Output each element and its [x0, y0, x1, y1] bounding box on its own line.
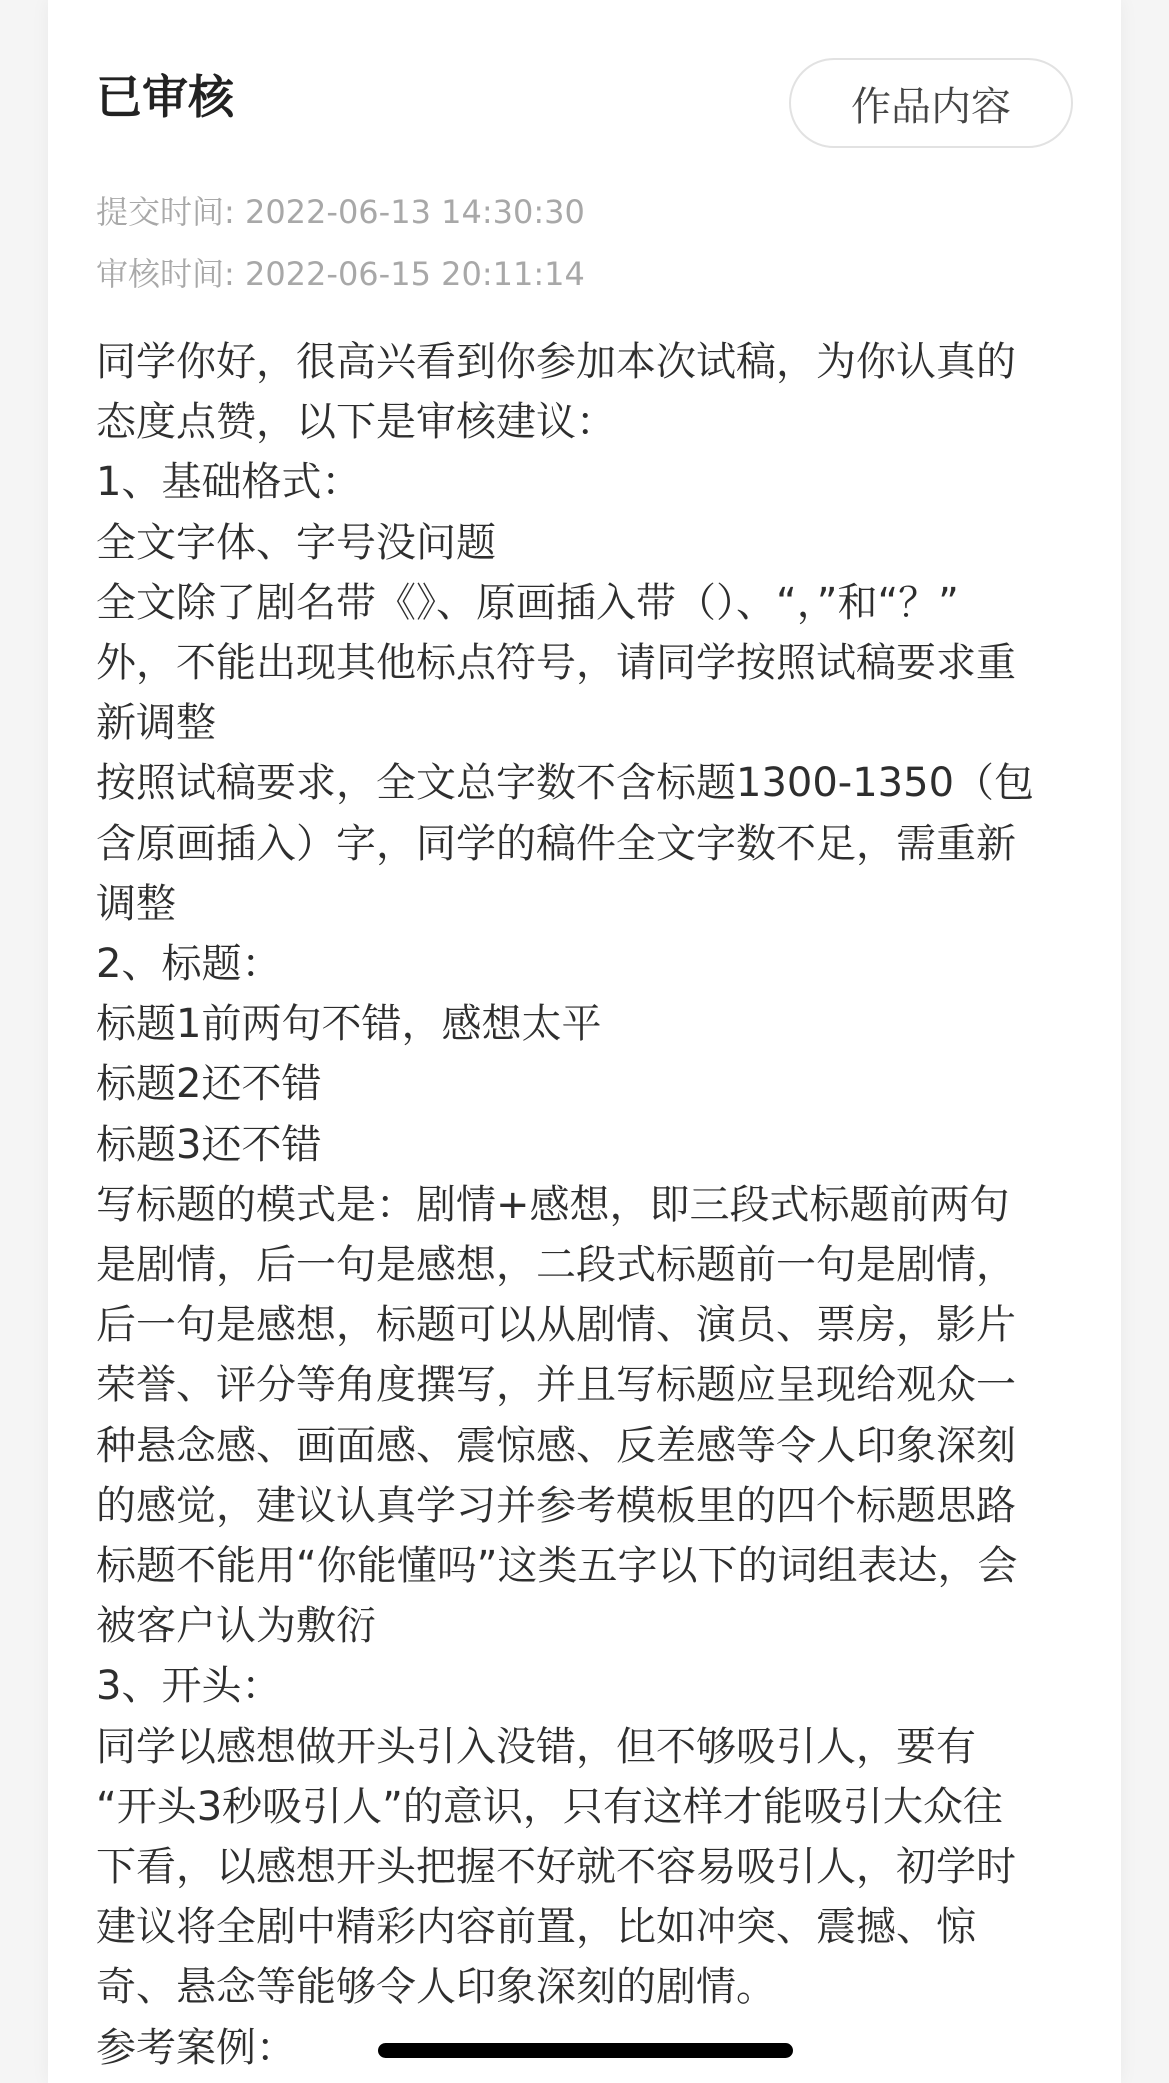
review-status-title: 已审核 — [96, 70, 234, 124]
submit-time: 提交时间: 2022-06-13 14:30:30 — [96, 193, 585, 231]
feedback-line: 1、基础格式： — [96, 459, 362, 506]
feedback-line: 标题不能用“你能懂吗”这类五字以下的词组表达，会 — [96, 1543, 1018, 1590]
feedback-line: 的感觉，建议认真学习并参考模板里的四个标题思路 — [96, 1482, 1016, 1529]
review-time: 审核时间: 2022-06-15 20:11:14 — [96, 255, 585, 293]
feedback-line: 标题3还不错 — [96, 1121, 322, 1168]
feedback-line: 含原画插入）字，同学的稿件全文字数不足，需重新 — [96, 820, 1016, 867]
feedback-line: 后一句是感想，标题可以从剧情、演员、票房，影片 — [96, 1302, 1016, 1349]
feedback-line: 全文除了剧名带《》、原画插入带（）、“，”和“？” — [96, 579, 959, 626]
feedback-line: 按照试稿要求，全文总字数不含标题1300-1350（包 — [96, 760, 1035, 807]
works-content-button[interactable]: 作品内容 — [789, 58, 1073, 148]
feedback-line: 是剧情，后一句是感想，二段式标题前一句是剧情， — [96, 1242, 1016, 1289]
feedback-line: 荣誉、评分等角度撰写，并且写标题应呈现给观众一 — [96, 1362, 1016, 1409]
review-feedback-text — [96, 332, 1076, 2078]
review-card — [48, 0, 1121, 2083]
feedback-line: “开头3秒吸引人”的意识，只有这样才能吸引大众往 — [96, 1783, 1003, 1830]
feedback-line: 同学以感想做开头引入没错，但不够吸引人，要有 — [96, 1723, 976, 1770]
feedback-line: 种悬念感、画面感、震惊感、反差感等令人印象深刻 — [96, 1422, 1016, 1469]
feedback-line: 2、标题： — [96, 941, 282, 988]
feedback-line: 建议将全剧中精彩内容前置，比如冲突、震撼、惊 — [96, 1904, 976, 1951]
feedback-line: 下看，以感想开头把握不好就不容易吸引人，初学时 — [96, 1844, 1016, 1891]
feedback-line: 外，不能出现其他标点符号，请同学按照试稿要求重 — [96, 640, 1016, 687]
feedback-line: 同学你好，很高兴看到你参加本次试稿，为你认真的 — [96, 339, 1016, 385]
feedback-line: 全文字体、字号没问题 — [96, 519, 496, 566]
review-header — [96, 58, 1073, 150]
feedback-line: 参考案例： — [96, 2024, 296, 2071]
feedback-line: 调整 — [96, 880, 176, 927]
feedback-line: 3、开头： — [96, 1663, 282, 1710]
feedback-line: 奇、悬念等能够令人印象深刻的剧情。 — [96, 1964, 776, 2011]
feedback-line: 态度点赞，以下是审核建议： — [96, 399, 616, 446]
home-indicator[interactable] — [378, 2043, 793, 2058]
feedback-line: 标题2还不错 — [96, 1061, 322, 1108]
feedback-line: 写标题的模式是：剧情+感想，即三段式标题前两句 — [96, 1181, 1010, 1228]
feedback-line: 被客户认为敷衍 — [96, 1603, 376, 1650]
feedback-line: 标题1前两句不错，感想太平 — [96, 1001, 602, 1048]
feedback-line: 新调整 — [96, 700, 216, 747]
